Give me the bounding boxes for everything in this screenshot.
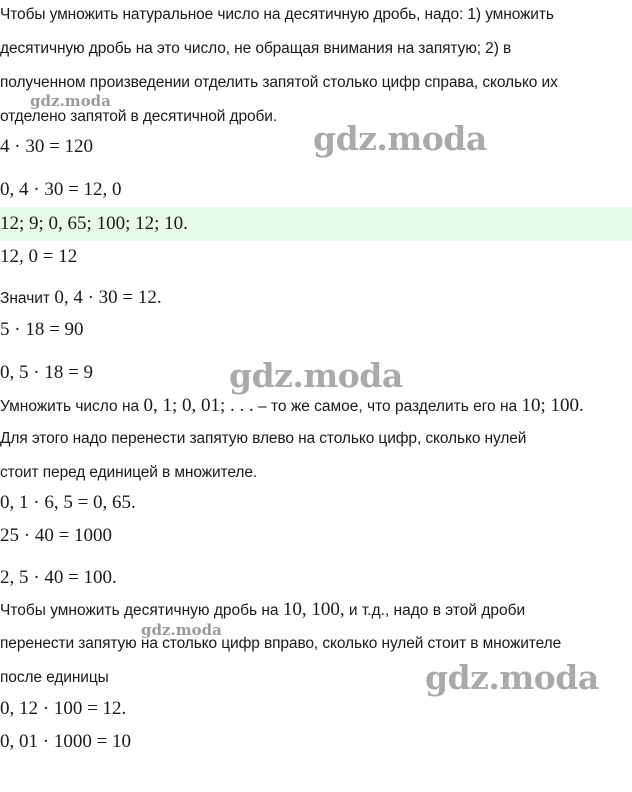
rule-tenths-math-1: 0, 1; 0, 01; . . . [143,395,254,416]
rule-tens-part-2: и т.д., надо в этой дроби [344,602,526,619]
rule-tens-line-2: перенести запятую на столько цифр вправо, сколько нулей стоит в множителе [0,635,562,652]
watermark-logo: gdz.moda [425,658,599,697]
example-2-eq-1: 5 · 18 = 90 [0,319,84,340]
watermark-logo: gdz.moda [313,119,487,158]
example-3-eq-3: 2, 5 · 40 = 100. [0,567,117,588]
example-2-eq-2: 0, 5 · 18 = 9 [0,362,94,383]
example-4-eq-1: 0, 12 · 100 = 12. [0,698,127,719]
conclusion-math: 0, 4 · 30 = 12. [54,287,162,308]
example-3-eq-2: 25 · 40 = 1000 [0,525,113,546]
example-1-eq-1: 4 · 30 = 120 [0,136,94,157]
rule-tens-line-1 [0,598,525,623]
conclusion-line [0,286,162,311]
example-3-eq-1: 0, 1 · 6, 5 = 0, 65. [0,492,136,513]
rule-tenths-line-1 [0,394,584,419]
example-1-eq-2: 0, 4 · 30 = 12, 0 [0,179,122,200]
watermark-logo: gdz.moda [30,92,111,110]
rule-tens-line-3: после единицы [0,669,109,686]
rule-tens-math-1: 10, 100, [282,599,345,620]
watermark-logo: gdz.moda [141,621,222,639]
rule-multiply-line-3: полученном произведении отделить запятой столько цифр справа, сколько их [0,74,558,91]
rule-tenths-line-2: Для этого надо перенести запятую влево на столько цифр, сколько нулей [0,430,527,447]
example-1-eq-3: 12, 0 = 12 [0,246,78,267]
watermark-logo: gdz.moda [229,356,403,395]
rule-tenths-part-1: Умножить число на [0,398,140,415]
conclusion-word: Значит [0,290,51,307]
rule-multiply-line-1: Чтобы умножить натуральное число на десятичную дробь, надо: 1) умножить [0,6,554,23]
rule-multiply-line-4: отделено запятой в десятичной дроби. [0,108,278,125]
answers-line: 12; 9; 0, 65; 100; 12; 10. [0,213,188,234]
rule-tenths-line-3: стоит перед единицей в множителе. [0,464,258,481]
rule-tenths-part-2: – то же самое, что разделить его на [253,398,518,415]
example-4-eq-2: 0, 01 · 1000 = 10 [0,731,132,752]
rule-tenths-math-2: 10; 100. [521,395,584,416]
rule-multiply-line-2: десятичную дробь на это число, не обращая внимания на запятую; 2) в [0,40,512,57]
rule-tens-part-1: Чтобы умножить десятичную дробь на [0,602,279,619]
